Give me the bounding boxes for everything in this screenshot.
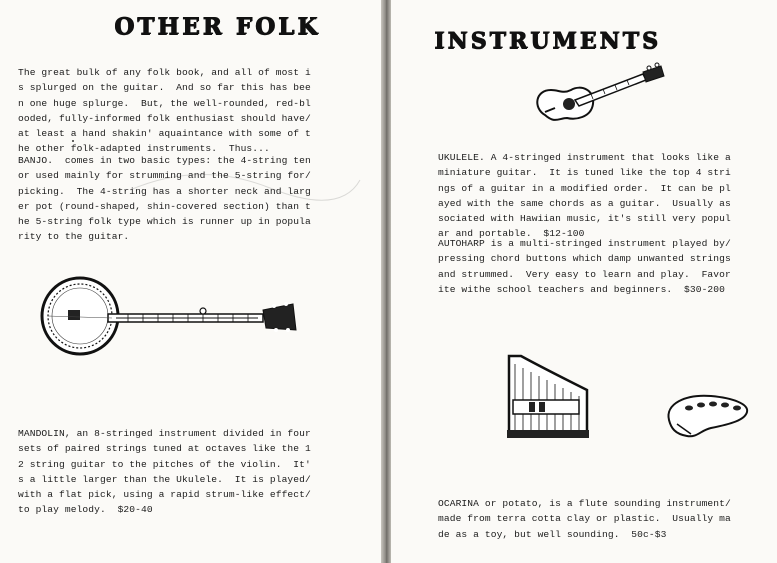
autoharp-illustration [503, 350, 593, 440]
page-heading-left: OTHER FOLK [114, 13, 321, 40]
right-page [391, 0, 777, 563]
ukulele-paragraph: UKULELE. A 4-stringed instrument that looks like a miniature guitar. It is tuned like the top 4 stri ngs of a guitar in a modified order. It can be pl ayed with the same chords as a guitar. Usually as sociated with Hawiian music, it's still very popul ar and portable. $12-100 [438, 152, 731, 240]
banjo-paragraph: BANJO. comes in two basic types: the 4-string ten or used mainly for strumming and the 5-string for/ picking. The 4-string has a shorter neck and larg er pot (round-shaped, shin-covered section) than t he 5-string folk type which is runner up in popula rity to the guitar. [18, 155, 311, 243]
ocarina-illustration [661, 390, 761, 440]
mandolin-paragraph: MANDOLIN, an 8-stringed instrument divided in four sets of paired strings tuned at octaves like the 1 2 string guitar to the pitches of the violin. It' s a little larger than the Ukulele. It is played/ with a flat pick, using a rapid strum-like effect/ to play melody. $20-40 [18, 428, 311, 516]
banjo-illustration [38, 270, 298, 360]
ocarina-paragraph: OCARINA or potato, is a flute sounding instrument/ made from terra cotta clay or plastic. Usually ma de as a toy, but well sounding. 50c-$3 [438, 498, 731, 540]
autoharp-paragraph: AUTOHARP is a multi-stringed instrument played by/ pressing chord buttons which damp unwanted strings and strummed. Very easy to learn and play. Favor ite withe school teachers and beginners. $30-200 [438, 238, 731, 295]
book-gutter [381, 0, 391, 563]
stray-dot [72, 140, 74, 142]
ukulele-illustration [531, 60, 671, 140]
page-heading-right: INSTRUMENTS [434, 28, 661, 54]
intro-paragraph: The great bulk of any folk book, and all of most i s splurged on the guitar. And so far this has bee n one huge splurge. But, the well-rounded, red-bl ooded, fully-informed folk enthusiast should have/ at least a hand shakin' aquaintance with some of t he other folk-adapted instruments. Thus... [18, 67, 311, 155]
left-page [0, 0, 381, 563]
